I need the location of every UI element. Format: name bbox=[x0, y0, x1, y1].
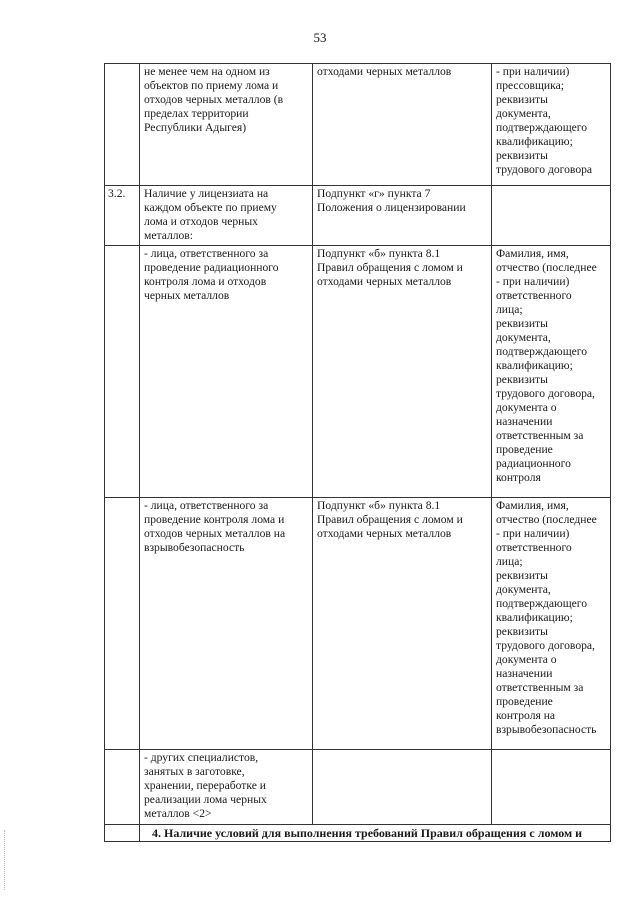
requirement-cell: Наличие у лицензиата на каждом объекте по приему лома и отходов черных металлов: bbox=[140, 186, 313, 246]
requirement-cell: - лица, ответственного за проведение радиационного контроля лома и отходов черных металлов bbox=[140, 246, 313, 498]
basis-cell: Подпункт «б» пункта 8.1 Правил обращения с ломом и отходами черных металлов bbox=[313, 246, 492, 498]
page-number: 53 bbox=[313, 30, 327, 45]
documents-cell bbox=[492, 186, 611, 246]
row-number: 3.2. bbox=[105, 186, 140, 246]
documents-cell: - при наличии) прессовщика; реквизиты документа, подтверждающего квалификацию; реквизиты трудового договора bbox=[492, 64, 611, 186]
section-number-cell bbox=[105, 825, 140, 842]
table-row bbox=[105, 246, 611, 498]
requirements-table bbox=[104, 63, 611, 842]
row-number bbox=[105, 498, 140, 750]
documents-cell: Фамилия, имя, отчество (последнее - при наличии) ответственного лица; реквизиты документа, подтверждающего квалификацию; реквизиты трудового договора, документа о назначении ответственным за проведение радиационного контроля bbox=[492, 246, 611, 498]
basis-cell: отходами черных металлов bbox=[313, 64, 492, 186]
row-number bbox=[105, 750, 140, 825]
basis-cell bbox=[313, 750, 492, 825]
row-number bbox=[105, 64, 140, 186]
section-title: 4. Наличие условий для выполнения требований Правил обращения с ломом и bbox=[140, 825, 611, 842]
basis-cell: Подпункт «б» пункта 8.1 Правил обращения с ломом и отходами черных металлов bbox=[313, 498, 492, 750]
table-row bbox=[105, 750, 611, 825]
requirement-cell: - других специалистов, занятых в заготовке, хранении, переработке и реализации лома черных металлов <2> bbox=[140, 750, 313, 825]
requirement-cell: не менее чем на одном из объектов по приему лома и отходов черных металлов (в пределах территории Республики Адыгея) bbox=[140, 64, 313, 186]
row-number bbox=[105, 246, 140, 498]
documents-cell: Фамилия, имя, отчество (последнее - при наличии) ответственного лица; реквизиты документа, подтверждающего квалификацию; реквизиты трудового договора, документа о назначении ответственным за проведение контроля на взрывобезопасность bbox=[492, 498, 611, 750]
documents-cell bbox=[492, 750, 611, 825]
basis-cell: Подпункт «г» пункта 7 Положения о лицензировании bbox=[313, 186, 492, 246]
table-row bbox=[105, 498, 611, 750]
section-row bbox=[105, 825, 611, 842]
table-row bbox=[105, 64, 611, 186]
scan-edge-marks bbox=[4, 830, 7, 890]
requirement-cell: - лица, ответственного за проведение контроля лома и отходов черных металлов на взрывобезопасность bbox=[140, 498, 313, 750]
table-row bbox=[105, 186, 611, 246]
